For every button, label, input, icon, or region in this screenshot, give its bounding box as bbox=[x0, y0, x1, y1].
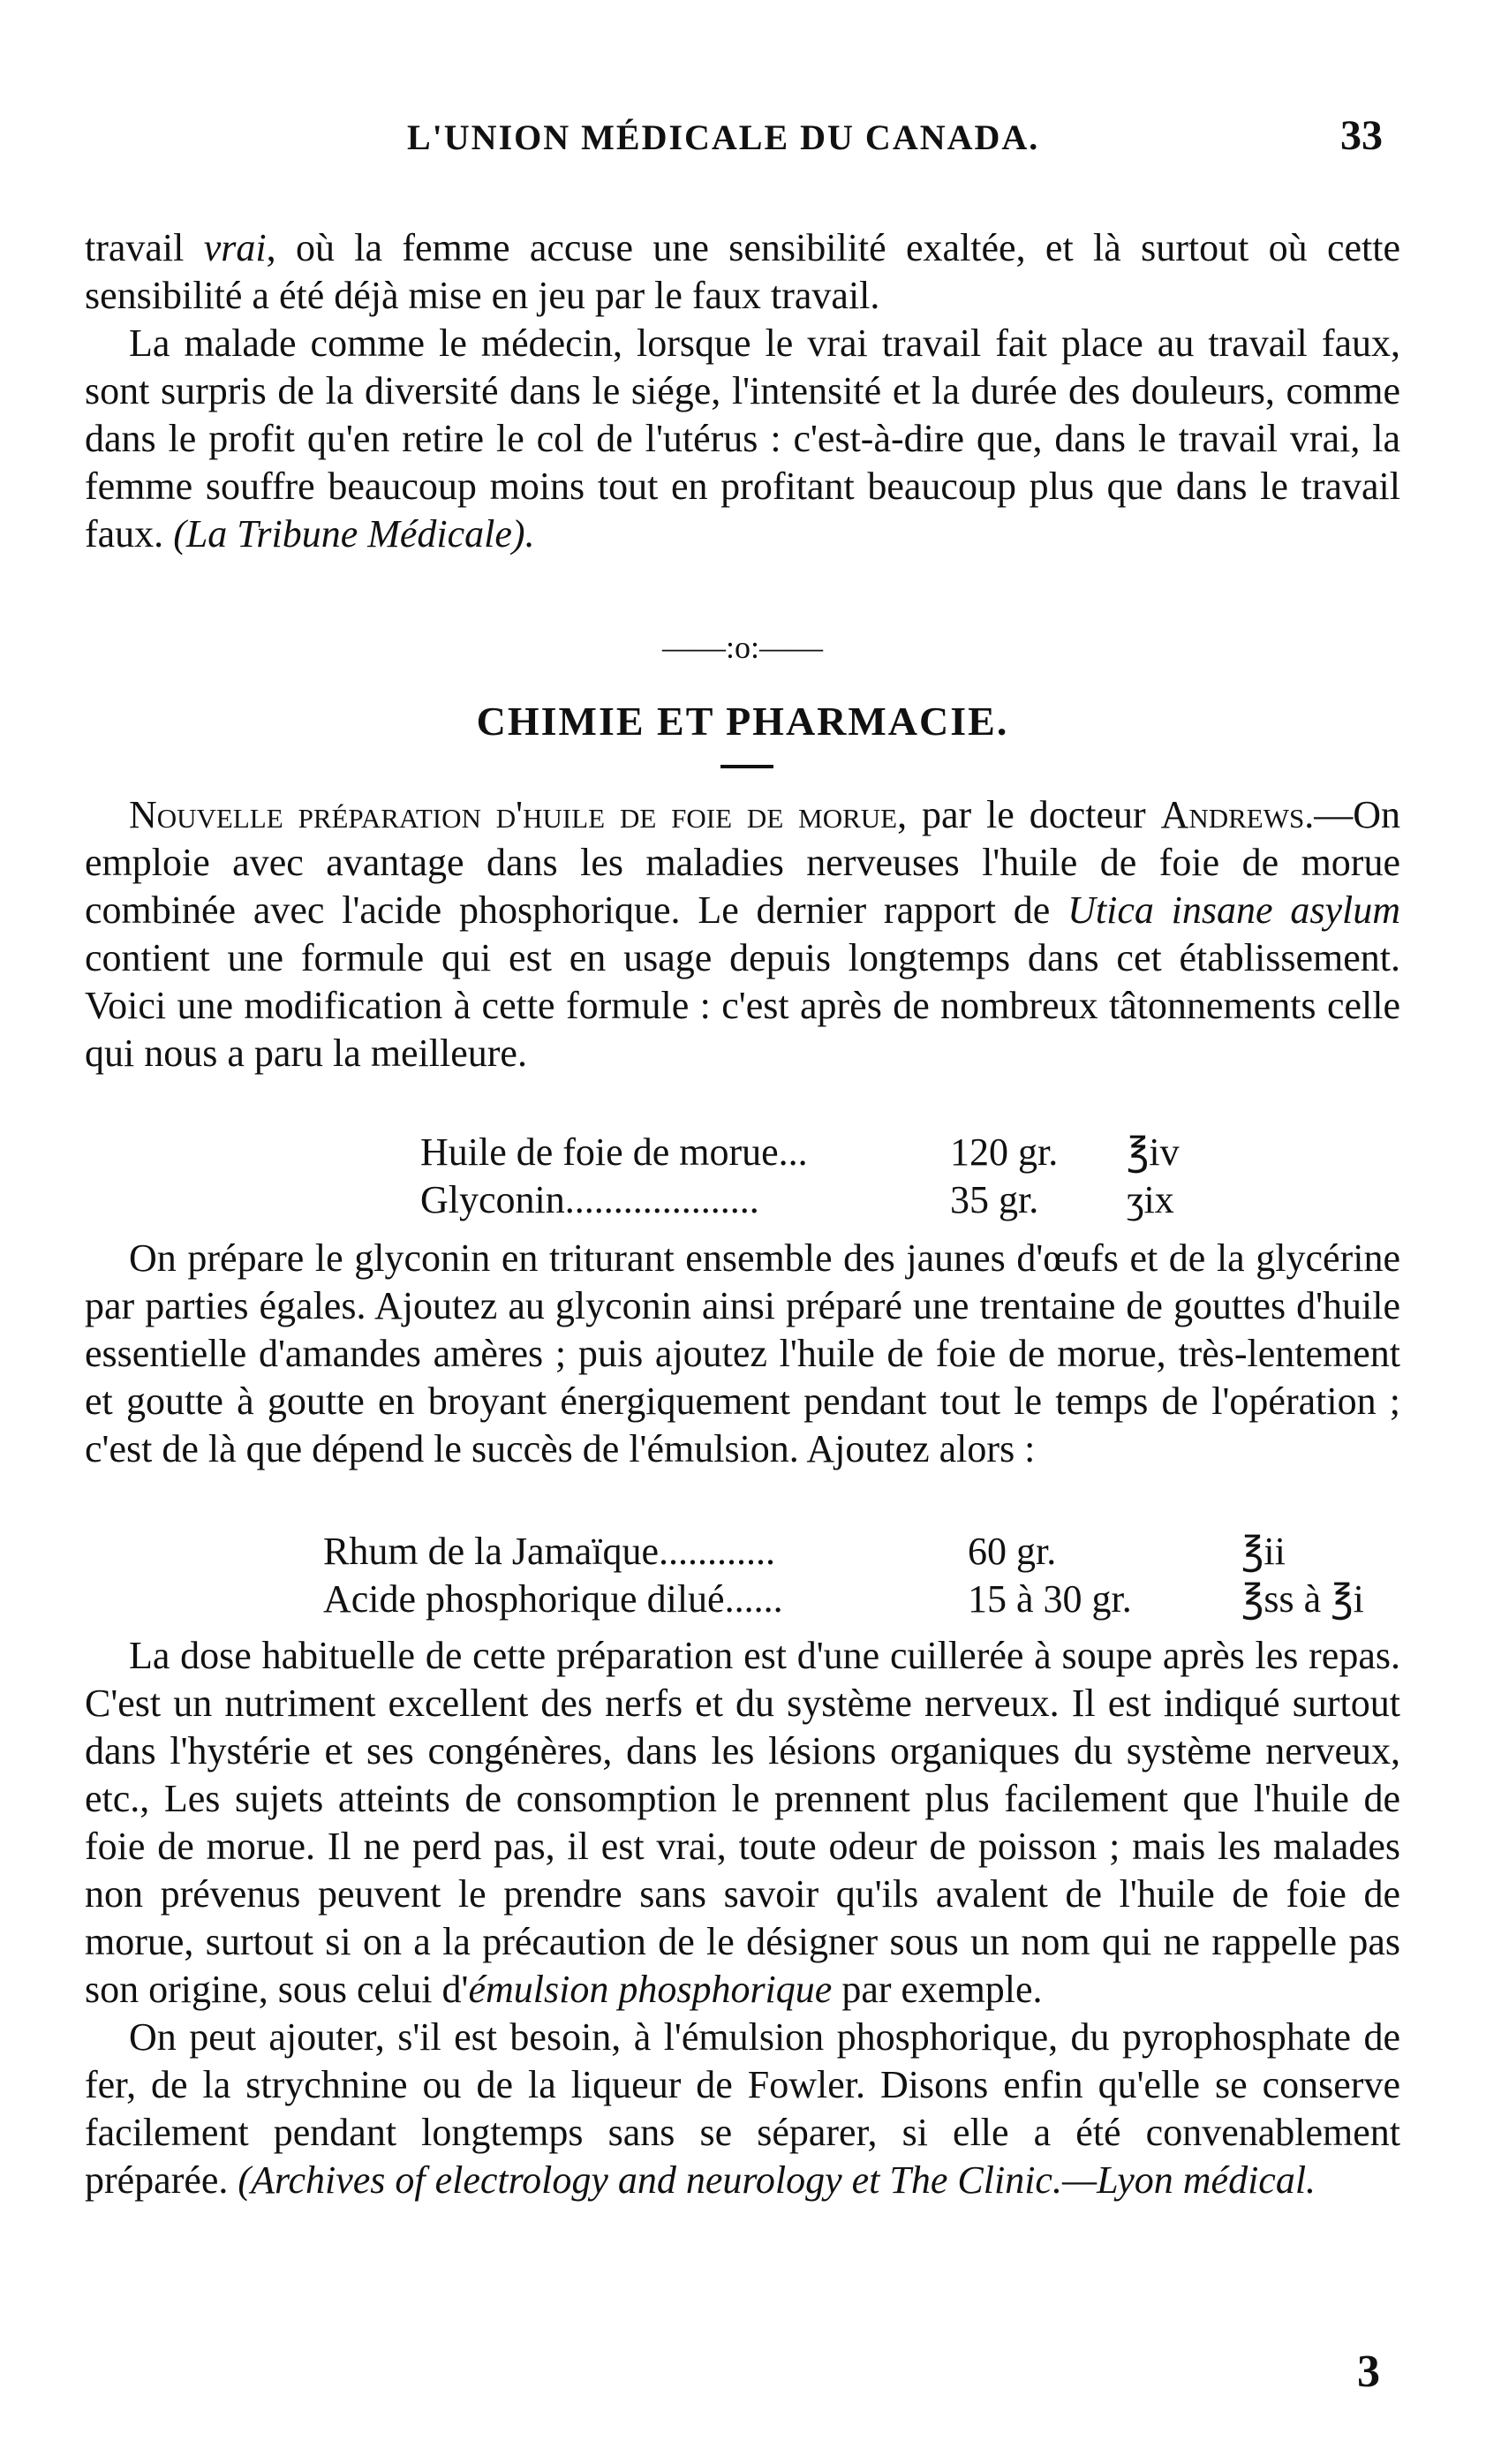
ingredient-name: Rhum de la Jamaïque............ bbox=[323, 1530, 776, 1573]
ingredient-quantity: 15 à 30 gr. bbox=[968, 1577, 1132, 1621]
article-intro bbox=[85, 791, 1400, 1077]
page-number: 33 bbox=[1340, 112, 1383, 159]
article-paragraph-4: On peut ajouter, s'il est besoin, à l'émulsion phosphorique, du pyrophosphate de fer, de la strychnine ou de la liqueur de Fowler. Disons enfin qu'elle se conserve facilement pendant longtemps sans se séparer, si elle a été convenablement préparée. (Archives of electrology and neurology et The Clinic.—Lyon médical. bbox=[85, 2015, 1400, 2202]
dosage-text bbox=[85, 1632, 1400, 2204]
article-paragraph-1: Nouvelle préparation d'huile de foie de morue, par le docteur Andrews.—On emploie avec avantage dans les maladies nerveuses l'huile de foie de morue combinée avec l'acide phosphorique. Le dernier rapport de Utica insane asylum contient une formule qui est en usage depuis longtemps dans cet établissement. Voici une modification à cette formule : c'est après de nombreux tâtonnements celle qui nous a paru la meilleure. bbox=[85, 793, 1401, 1075]
formula-row bbox=[85, 1576, 1400, 1623]
continuation-paragraph-2: La malade comme le médecin, lorsque le vrai travail fait place au travail faux, sont surpris de la diversité dans le siége, l'intensité et la durée des douleurs, comme dans le profit qu'en retire le col de l'utérus : c'est-à-dire que, dans le travail vrai, la femme souffre beaucoup moins tout en profitant beaucoup plus que dans le travail faux. (La Tribune Médicale). bbox=[85, 321, 1400, 556]
running-title: L'UNION MÉDICALE DU CANADA. bbox=[407, 117, 1040, 157]
formula-row bbox=[85, 1129, 1400, 1176]
ingredient-name: Acide phosphorique dilué...... bbox=[323, 1577, 783, 1621]
signature-mark: 3 bbox=[1357, 2347, 1380, 2397]
preparation-text bbox=[85, 1235, 1400, 1473]
article-paragraph-3: La dose habituelle de cette préparation est d'une cuillerée à soupe après les repas. C'est un nutriment excellent des nerfs et du système nerveux. Il est indiqué surtout dans l'hystérie et ses congénères, dans les lésions organiques du système nerveux, etc., Les sujets atteints de consomption le prennent plus facilement que l'huile de foie de morue. Il ne perd pas, il est vrai, toute odeur de poisson ; mais les malades non prévenus peuvent le prendre sans savoir qu'ils avalent de l'huile de foie de morue, surtout si on a la précaution de le désigner sous un nom qui ne rappelle pas son origine, sous celui d'émulsion phosphorique par exemple. bbox=[85, 1634, 1400, 2011]
running-head bbox=[85, 112, 1400, 170]
article-author: Andrews. bbox=[1160, 793, 1315, 836]
section-separator: ——:o:—— bbox=[661, 630, 823, 665]
source-citation: (Archives of electrology and neurology et The Clinic.—Lyon médical. bbox=[238, 2158, 1316, 2202]
ingredient-apothecary: ℥iv bbox=[1127, 1130, 1180, 1174]
ingredient-apothecary: ʒix bbox=[1127, 1178, 1174, 1221]
article-heading: Nouvelle préparation d'huile de foie de morue, bbox=[129, 793, 908, 836]
formula-row bbox=[85, 1176, 1400, 1224]
ingredient-quantity: 60 gr. bbox=[968, 1530, 1057, 1573]
formula-2 bbox=[85, 1528, 1400, 1623]
ingredient-name: Glyconin.................... bbox=[420, 1178, 759, 1221]
formula-row bbox=[85, 1528, 1400, 1576]
ingredient-quantity: 120 gr. bbox=[950, 1130, 1059, 1174]
continuation-paragraph-1: travail vrai, où la femme accuse une sensibilité exaltée, et là surtout où cette sensibilité a été déjà mise en jeu par le faux travail. bbox=[85, 226, 1400, 317]
continuation-text bbox=[85, 224, 1400, 558]
ingredient-apothecary: ℥ii bbox=[1241, 1530, 1286, 1573]
ingredient-name: Huile de foie de morue... bbox=[420, 1130, 808, 1174]
article-paragraph-2: On prépare le glyconin en triturant ensemble des jaunes d'œufs et de la glycérine par parties égales. Ajoutez au glyconin ainsi préparé une trentaine de gouttes d'huile essentielle d'amandes amères ; puis ajoutez l'huile de foie de morue, très-lentement et goutte à goutte en broyant énergiquement pendant tout le temps de l'opération ; c'est de là que dépend le succès de l'émulsion. Ajoutez alors : bbox=[85, 1236, 1400, 1470]
title-rule bbox=[720, 765, 773, 768]
ingredient-quantity: 35 gr. bbox=[950, 1178, 1039, 1221]
emulsion-name: émulsion phosphorique bbox=[468, 1968, 833, 2011]
asylum-name: Utica insane asylum bbox=[1067, 888, 1400, 932]
section-title: CHIMIE ET PHARMACIE. bbox=[476, 699, 1009, 744]
formula-1 bbox=[85, 1129, 1400, 1224]
source-citation: (La Tribune Médicale). bbox=[173, 512, 535, 556]
emphasis-vrai: vrai bbox=[203, 226, 267, 269]
ingredient-apothecary: ℥ss à ℥i bbox=[1241, 1577, 1364, 1621]
